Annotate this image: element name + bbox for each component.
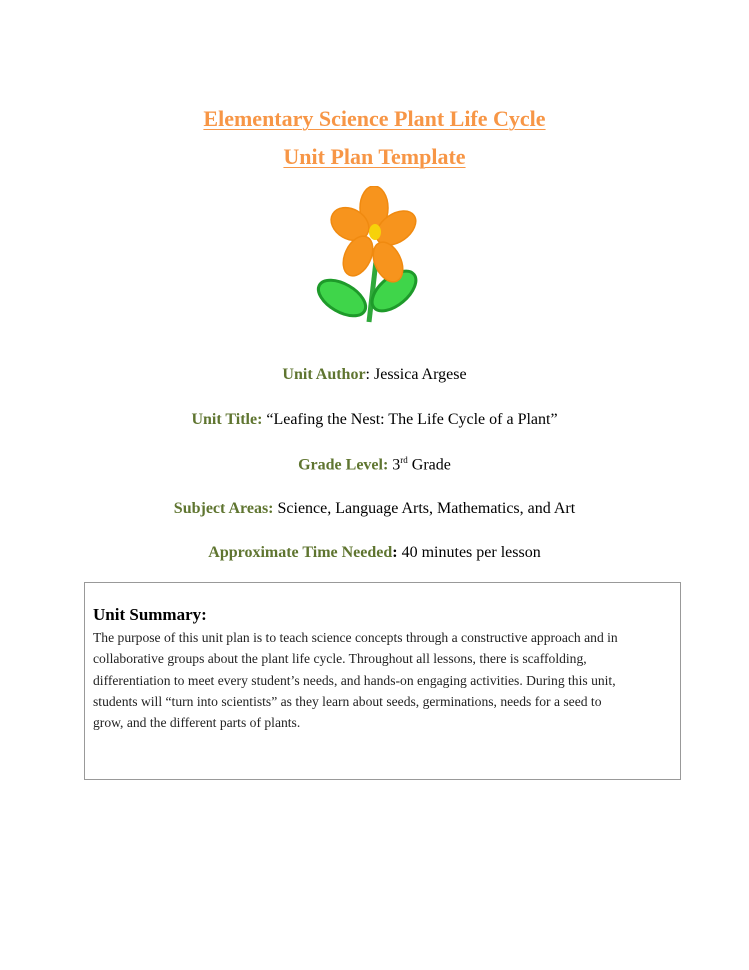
- subject-areas-label: Subject Areas:: [173, 500, 274, 517]
- summary-line: students will “turn into scientists” as they learn about seeds, germinations, needs for a seed to: [93, 693, 602, 709]
- title-line-1: Elementary Science Plant Life Cycle: [203, 106, 546, 131]
- separator: :: [365, 366, 374, 383]
- summary-line: grow, and the different parts of plants.: [93, 715, 301, 731]
- flower-image: [314, 186, 418, 324]
- unit-author-label: Unit Author: [282, 366, 366, 383]
- flower-center: [369, 224, 381, 240]
- document-subtitle: [0, 144, 749, 170]
- summary-line: The purpose of this unit plan is to teach science concepts through a constructive approach and in: [93, 630, 618, 645]
- time-needed-value: 40 minutes per lesson: [397, 544, 541, 561]
- time-needed: [0, 544, 749, 562]
- summary-line: differentiation to meet every student’s needs, and hands-on engaging activities. During this unit,: [93, 672, 616, 688]
- document-title: [0, 106, 749, 132]
- time-needed-label: Approximate Time Needed: [208, 544, 393, 561]
- unit-author-value: Jessica Argese: [374, 366, 467, 383]
- unit-author: [0, 366, 749, 384]
- unit-summary-box: [84, 582, 681, 780]
- separator: :: [392, 544, 398, 561]
- unit-summary-body: [93, 627, 618, 733]
- grade-level-value: 3: [388, 456, 401, 474]
- unit-title-value: “Leafing the Nest: The Life Cycle of a Plant”: [262, 411, 558, 428]
- unit-title-label: Unit Title:: [191, 411, 263, 428]
- title-line-2: Unit Plan Template: [283, 144, 466, 169]
- grade-level-label: Grade Level:: [298, 456, 389, 474]
- subject-areas: [0, 500, 749, 518]
- subject-areas-value: Science, Language Arts, Mathematics, and Art: [273, 500, 576, 517]
- unit-summary-heading: Unit Summary:: [93, 605, 207, 624]
- unit-title: [0, 411, 749, 429]
- grade-level: [0, 455, 749, 474]
- summary-line: collaborative groups about the plant life cycle. Throughout all lessons, there is scaffolding,: [93, 651, 587, 667]
- grade-level-suffix: Grade: [407, 456, 451, 474]
- grade-ordinal: rd: [400, 455, 408, 465]
